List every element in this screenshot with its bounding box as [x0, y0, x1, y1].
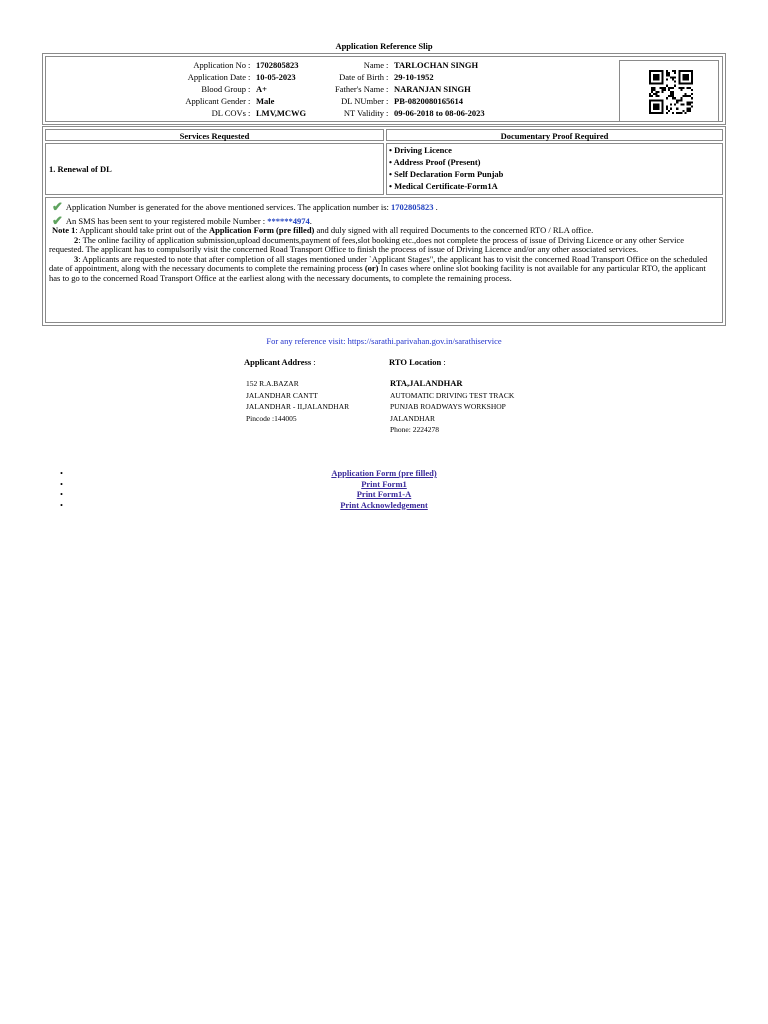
colon: : [248, 108, 251, 118]
note-3 [49, 255, 719, 284]
name-label: Name [363, 60, 384, 70]
colon: : [386, 60, 389, 70]
notes-line-1-end: . [435, 202, 438, 212]
note-3-label: 3 [74, 253, 79, 264]
documents-header: Documentary Proof Required [386, 129, 723, 141]
list-item [0, 468, 768, 479]
print-links-list [0, 468, 768, 510]
services-box [42, 126, 726, 326]
list-item [0, 489, 768, 500]
dob-label: Date of Birth [339, 72, 384, 82]
document-item: • Address Proof (Present) [387, 156, 722, 168]
applicant-address-header [244, 357, 316, 367]
applicant-address-header-text: Applicant Address [244, 357, 312, 367]
father-label: Father's Name [335, 84, 384, 94]
print-form1a-link[interactable]: Print Form1-A [356, 489, 412, 499]
reference-text: For any reference visit: https://sarathi.parivahan.gov.in/sarathiservice [266, 336, 502, 346]
note-1-bold: Application Form (pre filled) [209, 225, 315, 235]
dl-covs-value: LMV,MCWG [256, 108, 307, 118]
application-date-value: 10-05-2023 [256, 72, 296, 82]
colon: : [386, 108, 389, 118]
colon: : [386, 72, 389, 82]
application-no-value: 1702805823 [256, 60, 299, 70]
bullet: • [60, 499, 63, 510]
print-form1-link[interactable]: Print Form1 [361, 478, 407, 489]
address-line: Pincode :144005 [246, 413, 297, 423]
document-item: • Self Declaration Form Punjab [387, 168, 722, 180]
colon: : [248, 96, 251, 106]
notes-line-2-text: An SMS has been sent to your registered mobile Number : [65, 215, 266, 226]
notes-line-2-end: . [309, 215, 312, 226]
applicant-address [246, 378, 349, 424]
blood-group-label: Blood Group [201, 84, 246, 94]
note-3-text-b: In cases where online slot booking facility is not available for any particular RTO, the applicant has to go to the concerned Road Transport Office at the earliest along with the necessary documents, to complete the remaining process. [49, 263, 706, 283]
note-3-bold: (or) [364, 263, 379, 273]
colon: : [443, 357, 446, 367]
colon: : [248, 84, 251, 94]
note-1-label: Note 1 [52, 225, 76, 235]
note-1-text-a: : Applicant should take print out of the [75, 225, 207, 235]
note-2-label: 2 [74, 234, 79, 245]
nt-validity-value: 09-06-2018 to 08-06-2023 [394, 108, 485, 118]
address-line: JALANDHAR CANTT [246, 390, 318, 400]
colon: : [248, 60, 251, 70]
address-line: JALANDHAR - II,JALANDHAR [246, 402, 350, 411]
list-item [0, 500, 768, 511]
list-item [0, 479, 768, 490]
nt-validity-label: NT Validity [343, 108, 384, 118]
mobile-number-highlight: ******4974 [267, 215, 310, 226]
print-acknowledgement-link[interactable]: Print Acknowledgement [340, 499, 428, 510]
service-name: 1. Renewal of DL [49, 164, 112, 174]
note-2-text: : The online facility of application submission,upload documents,payment of fees,slot booking etc.,does not complete the process of issue of Driving Licence or any other Service requested. The applicant has to compulsorily visit the concerned Road Transport Office to finish the process of issue of Driving Licence and/or any other associated services. [49, 234, 685, 254]
rto-line: Phone: 2224278 [390, 425, 439, 434]
colon: : [248, 72, 251, 82]
rto-location-header-text: RTO Location [389, 357, 442, 367]
bullet: • [60, 478, 63, 489]
application-form-link[interactable]: Application Form (pre filled) [331, 468, 437, 478]
checkmark-icon: ✔ [52, 212, 63, 228]
name-value: TARLOCHAN SINGH [394, 60, 479, 70]
note-3-text-a: : Applicants are requested to note that after completion of all stages mentioned under `Applicant Stages", the applicant has to visit the concerned Road Transport Office on the scheduled date of appointment, along with the necessary documents to complete the remaining process [49, 253, 708, 273]
notes-line-1 [49, 199, 719, 214]
page-title: Application Reference Slip [335, 41, 433, 51]
address-line: 152 R.A.BAZAR [246, 379, 299, 388]
dl-number-label: DL NUmber [341, 96, 384, 106]
application-date-label: Application Date [187, 72, 246, 82]
service-cell [45, 143, 384, 195]
applicant-info-inner [45, 56, 723, 122]
rto-line: JALANDHAR [390, 413, 435, 423]
colon: : [386, 96, 389, 106]
bullet: • [60, 489, 63, 499]
rto-line: AUTOMATIC DRIVING TEST TRACK [390, 390, 515, 400]
gender-value: Male [256, 96, 275, 106]
document-item: • Driving Licence [387, 144, 722, 156]
notes-line-1-text: Application Number is generated for the above mentioned services. The application number is: [65, 202, 389, 212]
services-header: Services Requested [45, 129, 384, 141]
documents-list [387, 144, 722, 192]
bullet: • [60, 468, 63, 478]
application-no-label: Application No [193, 60, 246, 70]
dl-number-value: PB-0820080165614 [394, 96, 463, 106]
rto-line: PUNJAB ROADWAYS WORKSHOP [390, 402, 506, 411]
dl-covs-label: DL COVs [211, 108, 246, 118]
blood-group-value: A+ [256, 84, 267, 94]
father-value: NARANJAN SINGH [394, 84, 471, 94]
application-number-highlight: 1702805823 [391, 202, 434, 212]
checkmark-icon: ✔ [52, 199, 63, 214]
gender-label: Applicant Gender [185, 96, 246, 106]
qr-code-icon [649, 70, 693, 114]
dob-value: 29-10-1952 [394, 72, 434, 82]
colon: : [386, 84, 389, 94]
rto-location [390, 378, 514, 436]
qr-cell [619, 60, 719, 122]
rto-location-header [389, 357, 446, 367]
rto-name: RTA,JALANDHAR [390, 378, 463, 388]
notes-cell [45, 197, 723, 323]
applicant-info-box [42, 53, 726, 125]
colon: : [313, 357, 316, 367]
note-1-text-b: and duly signed with all required Documents to the concerned RTO / RLA office. [316, 225, 594, 235]
documents-cell [386, 143, 723, 195]
document-item: • Medical Certificate-Form1A [387, 180, 722, 192]
note-2 [49, 236, 719, 255]
